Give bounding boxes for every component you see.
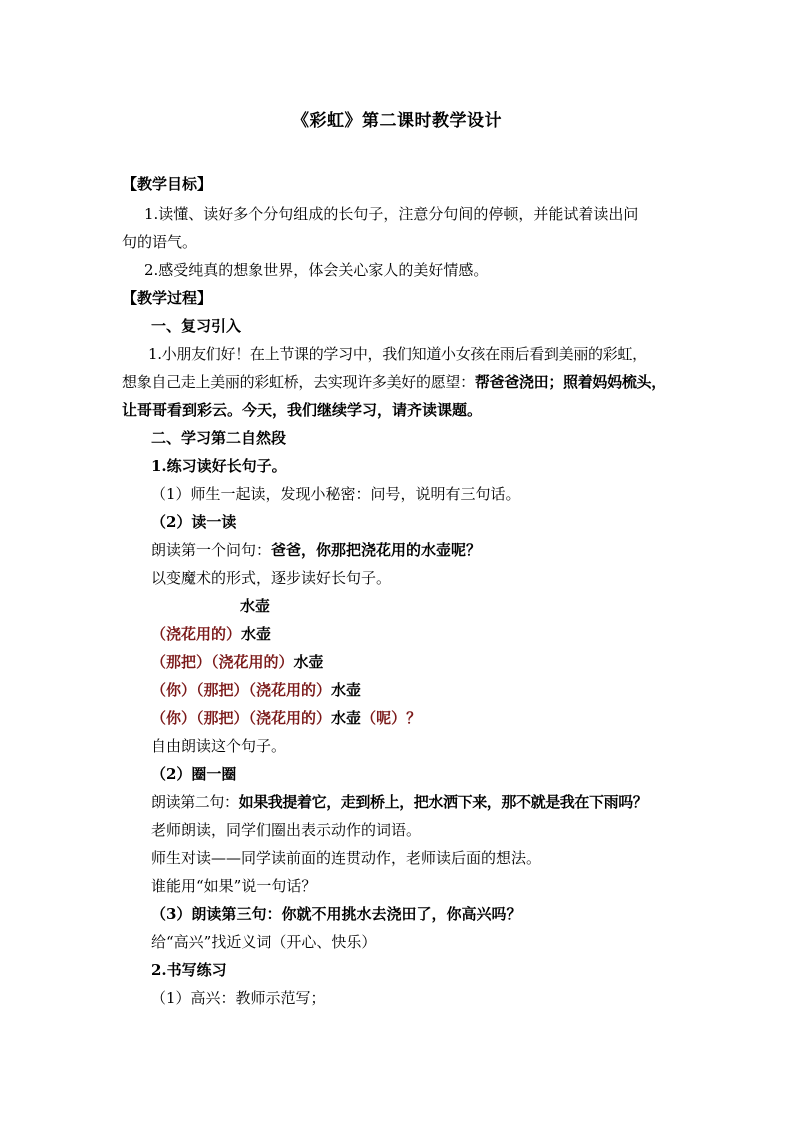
build-row-1 [122, 595, 794, 617]
question-1-bold: 爸爸，你那把浇花用的水壶呢？ [271, 541, 482, 559]
word-ni: （你） [151, 681, 197, 699]
step-1: （1）师生一起读，发现小秘密：问号，说明有三句话。 [151, 485, 521, 503]
question-3 [122, 903, 707, 925]
ruguo-prompt: 谁能用“如果”说一句话？ [151, 877, 317, 895]
word-shuihu: 水壶 [241, 625, 272, 643]
word-jiaohua: （浇花用的） [211, 653, 294, 671]
word-ni: （你） [151, 709, 197, 727]
circle-instruction: 老师朗读，同学们圈出表示动作的词语。 [151, 821, 422, 839]
step-2-heading: （2）读一读 [151, 513, 237, 531]
question-1-plain: 朗读第一个问句： [151, 541, 272, 559]
word-naba: （那把） [196, 709, 249, 727]
review-line-1: 1.小朋友们好！在上节课的学习中，我们知道小女孩在雨后看到美丽的彩虹， [148, 345, 647, 363]
writing-step-1: （1）高兴：教师示范写； [151, 989, 326, 1007]
question-2 [122, 791, 707, 813]
question-2-plain: 朗读第二句： [151, 793, 239, 811]
word-jiaohua: （浇花用的） [248, 681, 332, 699]
question-1 [122, 539, 707, 561]
dialog-reading: 师生对读——同学读前面的连贯动作，老师读后面的想法。 [151, 849, 542, 867]
objectives-heading: 【教学目标】 [122, 175, 213, 193]
word-ne: （呢） [361, 709, 407, 727]
word-jiaohua: （浇花用的） [248, 709, 332, 727]
section-1-heading: 一、复习引入 [151, 317, 242, 335]
question-2-bold: 如果我提着它，走到桥上，把水洒下来，那不就是我在下雨吗？ [238, 793, 648, 811]
synonym-task: 给“高兴”找近义词（开心、快乐） [151, 933, 377, 951]
free-read: 自由朗读这个句子。 [151, 737, 287, 755]
word-shuihu: 水壶 [331, 709, 362, 727]
subsection-2-heading: 2.书写练习 [151, 961, 227, 979]
document-title: 《彩虹》第二课时教学设计 [292, 111, 502, 131]
magic-instruction: 以变魔术的形式，逐步读好长句子。 [151, 569, 392, 587]
objective-1-line-1: 1.读懂、读好多个分句组成的长句子，注意分句间的停顿，并能试着读出问 [144, 205, 639, 223]
review-line-2 [122, 371, 678, 393]
objective-2: 2.感受纯真的想象世界，体会关心家人的美好情感。 [144, 261, 489, 279]
review-line-2-plain: 想象自己走上美丽的彩虹桥，去实现许多美好的愿望： [122, 373, 475, 391]
word-jiaohua: （浇花用的） [151, 625, 242, 643]
build-row-2 [122, 623, 707, 645]
question-3-plain: （3）朗读第三句： [151, 905, 282, 923]
build-row-4 [122, 679, 707, 701]
word-shuihu: 水壶 [240, 597, 271, 615]
step-3-heading: （2）圈一圈 [151, 765, 237, 783]
word-naba: （那把） [196, 681, 249, 699]
process-heading: 【教学过程】 [122, 289, 213, 307]
subsection-1-heading: 1.练习读好长句子。 [151, 457, 287, 475]
section-2-heading: 二、学习第二自然段 [151, 429, 287, 447]
review-line-2-bold: 帮爸爸浇田；照着妈妈梳头， [474, 373, 666, 391]
review-line-3: 让哥哥看到彩云。今天，我们继续学习，请齐读课题。 [122, 401, 483, 419]
question-mark: ？ [406, 709, 422, 727]
word-shuihu: 水壶 [331, 681, 362, 699]
objective-1-line-2: 句的语气。 [122, 233, 198, 251]
word-naba: （那把） [151, 653, 212, 671]
question-3-bold: 你就不用挑水去浇田了，你高兴吗？ [281, 905, 522, 923]
build-row-3 [122, 651, 707, 673]
word-shuihu: 水壶 [293, 653, 324, 671]
build-row-5 [122, 707, 707, 729]
